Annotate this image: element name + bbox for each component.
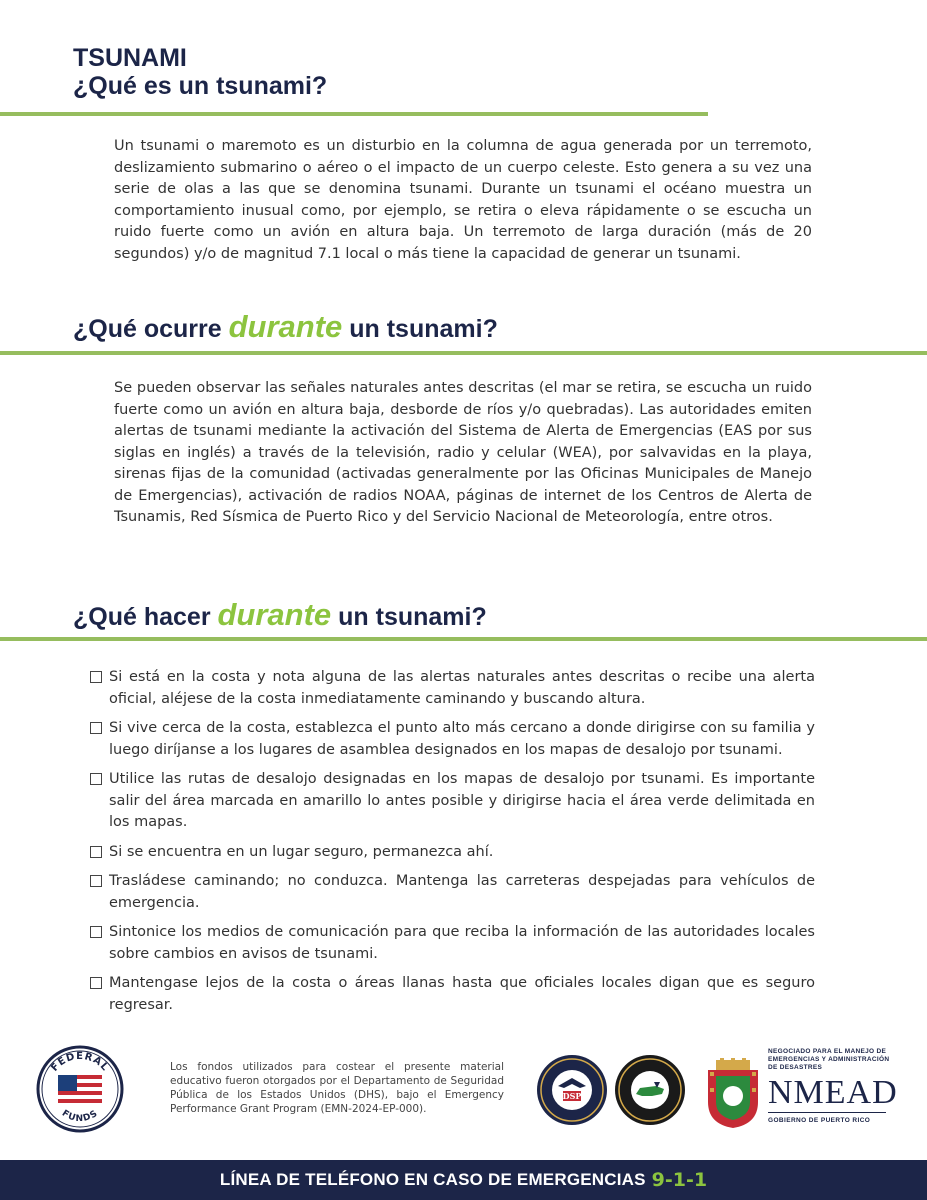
checkbox[interactable] [90,722,102,734]
section2-heading-post: un tsunami? [342,315,498,343]
checklist-item [90,871,815,914]
section1-divider [0,112,708,116]
section3-heading-accent: durante [217,597,332,632]
checklist-item [90,973,815,1016]
dsp-seal-text: DSP [562,1091,582,1101]
section2-heading-pre: ¿Qué ocurre [73,315,229,343]
section2-heading-accent: durante [228,309,343,344]
checkbox[interactable] [90,875,102,887]
section1-body: Un tsunami o maremoto es un disturbio en la columna de agua generada por un terremoto, deslizamiento submarino o aéreo o el impacto de un cuerpo celeste. Esto genera a su vez una serie de olas a las que se denomina tsunami. Durante un tsunami el océano muestra un comportamiento inusual como, por ejemplo, se retira o eleva rápidamente o se escucha un ruido fuerte como un avión en altura baja. Un terremoto de larga duración (más de 20 segundos) y/o de magnitud 7.1 local o más tiene la capacidad de generar un tsunami. [114,138,812,262]
emergency-line-label: LÍNEA DE TELÉFONO EN CASO DE EMERGENCIAS [219,1170,646,1189]
section3-heading-post: un tsunami? [331,603,487,631]
badge-bottom-text: FUNDS [59,1108,101,1125]
checkbox[interactable] [90,926,102,938]
federal-funds-badge [36,1045,124,1133]
section2-heading [73,309,498,344]
section3-divider [0,637,927,641]
checkbox[interactable] [90,846,102,858]
checklist [90,667,815,1024]
nmead-name: NMEAD [768,1074,898,1111]
section1-heading: ¿Qué es un tsunami? [73,72,328,100]
checklist-item-text: Utilice las rutas de desalojo designadas en los mapas de desalojo por tsunami. Es importante salir del área marcada en amarillo lo antes posible y dirigirse hacia el área verde delimitada en los mapas. [109,771,815,830]
nmead-divider [768,1112,886,1113]
section2-body: Se pueden observar las señales naturales antes descritas (el mar se retira, se escucha un ruido fuerte como un avión en altura baja, desborde de ríos y/o quebradas). Las autoridades emiten alertas de tsunami mediante la activación del Sistema de Alerta de Emergencias (EAS por sus siglas en inglés) a través de la televisión, radio y celular (WEA), por salvavidas en la playa, sirenas fijas de la comunidad (activadas generalmente por las Oficinas Municipales de Manejo de Emergencias), activación de radios NOAA, páginas de internet de los Centros de Alerta de Tsunamis, Red Sísmica de Puerto Rico y del Servicio Nacional de Meteorología, entre otros. [114,380,812,525]
checkbox[interactable] [90,773,102,785]
checklist-item [90,842,815,864]
nmead-government: GOBIERNO DE PUERTO RICO [768,1117,871,1124]
nmead-seal-logo [614,1054,686,1126]
nmead-logo [768,1048,898,1124]
emergency-number[interactable]: 9-1-1 [651,1169,708,1191]
checklist-item-text: Mantengase lejos de la costa o áreas llanas hasta que oficiales locales digan que es seguro regresar. [109,975,815,1013]
checklist-item-text: Si se encuentra en un lugar seguro, permanezca ahí. [109,843,494,860]
section2-divider [0,351,927,355]
checklist-item [90,922,815,965]
checklist-item-text: Sintonice los medios de comunicación para que reciba la información de las autoridades locales sobre cambios en avisos de tsunami. [109,924,815,962]
badge-top-text: FEDERAL [49,1050,111,1074]
emergency-footer [0,1160,927,1200]
checklist-item [90,667,815,710]
checklist-item [90,769,815,834]
section3-heading [73,597,487,632]
section3-heading-pre: ¿Qué hacer [73,603,218,631]
checklist-item-text: Si vive cerca de la costa, establezca el punto alto más cercano a donde dirigirse con su familia y luego diríjanse a los lugares de asamblea designados en los mapas de desalojo por tsunami. [109,720,815,758]
checkbox[interactable] [90,977,102,989]
nmead-tagline: NEGOCIADO PARA EL MANEJO DE EMERGENCIAS Y ADMINISTRACIÓN DE DESASTRES [768,1048,890,1071]
coat-of-arms-icon [704,1058,762,1130]
dsp-seal-logo [536,1054,608,1126]
checkbox[interactable] [90,671,102,683]
checklist-item-text: Si está en la costa y nota alguna de las alertas naturales antes descritas o recibe una alerta oficial, aléjese de la costa inmediatamente caminando y buscando altura. [109,669,815,707]
funding-disclaimer: Los fondos utilizados para costear el presente material educativo fueron otorgados por el Departamento de Seguridad Pública de los Estados Unidos (DHS), bajo el Emergency Performance Grant Program (EMN-2024-EP-000). [170,1061,504,1115]
page-title: TSUNAMI [73,44,187,72]
page-title-block [73,44,327,100]
checklist-item-text: Trasládese caminando; no conduzca. Mantenga las carreteras despejadas para vehículos de emergencia. [109,873,815,911]
checklist-item [90,718,815,761]
us-flag-icon [58,1075,102,1103]
